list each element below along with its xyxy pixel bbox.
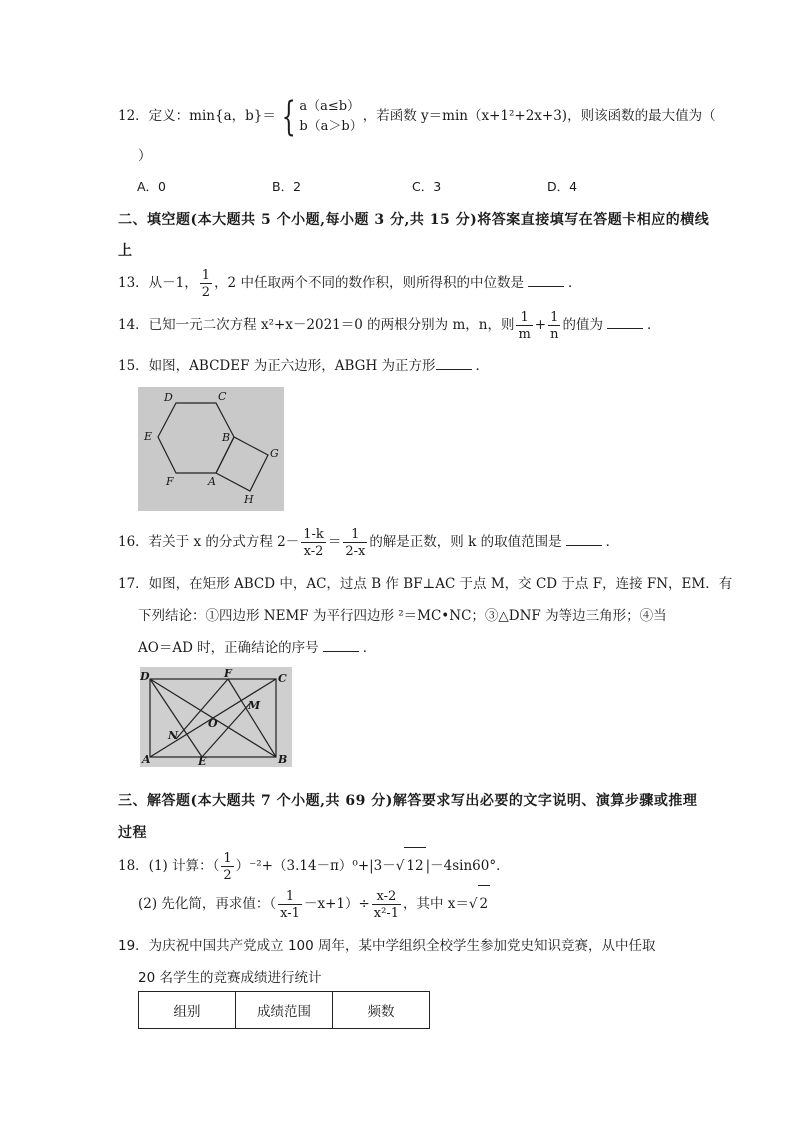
fig15-label-b: B [222,431,231,444]
q13-den: 2 [201,284,211,300]
q14-suffix: 的值为 [562,317,603,333]
q19-table [138,991,430,1029]
q16-blank [566,533,602,546]
q13-suffix: ，2 中任取两个不同的数作积，则所得积的中位数是 [214,275,524,291]
q13: 13．从－1， $\frac{1}{2}$ ，2 中任取两个不同的数作积，则所得积的中位数是 ． [118,267,582,300]
fig15-label-a: A [208,475,216,488]
q16-f1-num: 1-k [303,526,324,542]
segment-fn [176,679,228,739]
section2-heading-cont: 上 [118,243,133,259]
q18-p1-den: 2 [223,867,232,883]
figure-17-rectangle [140,667,292,767]
q16: 16．若关于 x 的分式方程 2－ $\frac{1-k}{x-2}$ ＝ $\frac{1}{2-x}$ 的解是正数，则 k 的取值范围是 ． [118,526,620,559]
q18-p1-radicand: 12 [404,847,425,884]
q17-blank [323,639,359,652]
q18-p2-prefix: (2) 先化简，再求值：（ [138,896,277,912]
q13-blank [528,274,564,287]
fig17-label-a: A [142,753,151,766]
q16-fraction-1 [301,528,326,558]
fig15-label-c: C [218,390,227,403]
q12-paren-close: ） [138,148,152,164]
fig17-label-c: C [278,672,287,685]
q14-plus: + [534,317,547,333]
q18-p2-fraction-1 [278,890,302,920]
q12-suffix: ，若函数 y＝min（x+1²+2x+3)，则该函数的最大值为（ [362,108,716,124]
q18-p2-f2-num: x-2 [372,890,401,905]
q16-eq: ＝ [327,534,342,550]
figure-15-hexagon-square [138,387,284,511]
brace-icon: { [281,93,296,140]
q14-f1-num: 1 [516,311,532,326]
q14-f1-den: m [518,326,531,342]
q18-p2-f1-num: 1 [278,890,302,905]
q14-fraction-1 [516,311,532,341]
q18-p1-prefix: 18．(1) 计算：（ [118,858,220,874]
fig17-label-n: N [168,729,179,742]
section3-heading-cont: 过程 [118,825,147,841]
fig15-label-e: E [144,430,153,443]
q13-fraction [200,269,212,299]
q12-option-d: D．4 [547,179,578,194]
fig17-label-f: F [224,667,232,680]
q17-line2: 下列结论：①四边形 NEMF 为平行四边形 ²＝MC•NC；③△DNF 为等边三角形；④当 [138,608,667,624]
fig15-label-h: H [244,493,254,506]
q12-cases [299,97,362,137]
fig17-label-m: M [248,699,261,712]
q19-line1: 19．为庆祝中国共产党成立 100 周年，某中学组织全校学生参加党史知识竞赛，从中任取 [118,938,656,954]
fig17-label-o: O [208,717,218,730]
section3-heading: 三、解答题(本大题共 7 个小题,共 69 分)解答要求写出必要的文字说明、演算步骤或推理 [118,793,698,809]
q18-part1 [118,847,510,883]
q16-f1-den: x-2 [303,543,324,559]
q12-prefix: 12．定义：min{a，b}＝ [118,108,276,124]
q18-p2-suffix: ，其中 x＝ [403,896,469,912]
table-header-cell: 组别 [139,992,236,1029]
q15-text: 15．如图，ABCDEF 为正六边形，ABGH 为正方形 [118,358,436,374]
q13-prefix: 13．从－1， [118,275,198,291]
sqrt-icon: √ [395,858,405,874]
q18-p2-f2-den: x²-1 [373,905,399,921]
table-header-row [139,992,430,1029]
fig17-label-d: D [140,670,150,683]
q18-p1-num: 1 [223,850,232,866]
fig17-label-e: E [198,755,207,768]
q16-f2-num: 1 [343,528,367,543]
q15-blank [436,357,472,370]
q17-line3-wrap: AO＝AD 时，正确结论的序号 ． [138,640,377,656]
q14-f2-num: 1 [548,311,560,326]
q14-prefix: 14．已知一元二次方程 x²+x－2021＝0 的两根分别为 m，n，则 [118,317,515,333]
q16-suffix: 的解是正数，则 k 的取值范围是 [369,534,562,550]
q18-p2-radicand: 2 [478,885,491,922]
segment-bf [228,679,276,757]
q18-p2-fraction-2 [372,890,401,920]
fig17-label-b: B [278,753,288,766]
q14-blank [607,316,643,329]
q18-p1-suffix: |－4sin60°． [425,858,510,874]
table-header-cell: 频数 [333,992,430,1029]
q12-stem [118,93,716,140]
q16-fraction-2 [343,528,367,558]
q12-option-a: A．0 [137,179,167,194]
section2-heading: 二、填空题(本大题共 5 个小题,每小题 3 分,共 15 分)将答案直接填写在答题卡相应的横线 [118,212,710,228]
q13-num: 1 [201,267,211,283]
q18-p2-f1-den: x-1 [280,905,300,921]
fig15-label-d: D [164,391,173,404]
q12-case1: a（a≤b） [299,98,361,114]
q18-p2-mid: －x+1）÷ [303,896,370,912]
q12-option-b: B．2 [272,179,302,194]
q14-f2-den: n [550,326,559,342]
fig15-label-f: F [166,475,174,488]
sqrt-icon-2: √ [468,896,478,912]
q17-line1: 17．如图，在矩形 ABCD 中，AC，过点 B 作 BF⊥AC 于点 M，交 CD 于点 F，连接 FN，EM．有 [118,576,733,592]
q16-f2-den: 2-x [345,543,366,559]
q12-case2: b（a＞b） [299,118,363,134]
q19-line2: 20 名学生的竞赛成绩进行统计 [138,970,322,986]
q12-option-c: C．3 [412,179,442,194]
square-shape [216,437,268,491]
table-header-cell: 成绩范围 [236,992,333,1029]
fig15-label-g: G [270,447,279,460]
q14: 14．已知一元二次方程 x²+x－2021＝0 的两根分别为 m，n，则 $\frac{1}{m}$ + $\frac{1}{n}$ 的值为 ． [118,309,661,342]
q18-p1-mid: ）⁻²+（3.14－π）⁰+|3－ [235,858,396,874]
q18-part2 [138,885,490,921]
q14-fraction-2 [548,311,560,341]
q16-prefix: 16．若关于 x 的分式方程 2－ [118,534,300,550]
figure-15-svg [138,387,284,511]
q15: 15．如图，ABCDEF 为正六边形，ABGH 为正方形 ． [118,358,490,374]
q17-line3: AO＝AD 时，正确结论的序号 [138,640,319,656]
q18-p1-fraction [221,852,233,882]
